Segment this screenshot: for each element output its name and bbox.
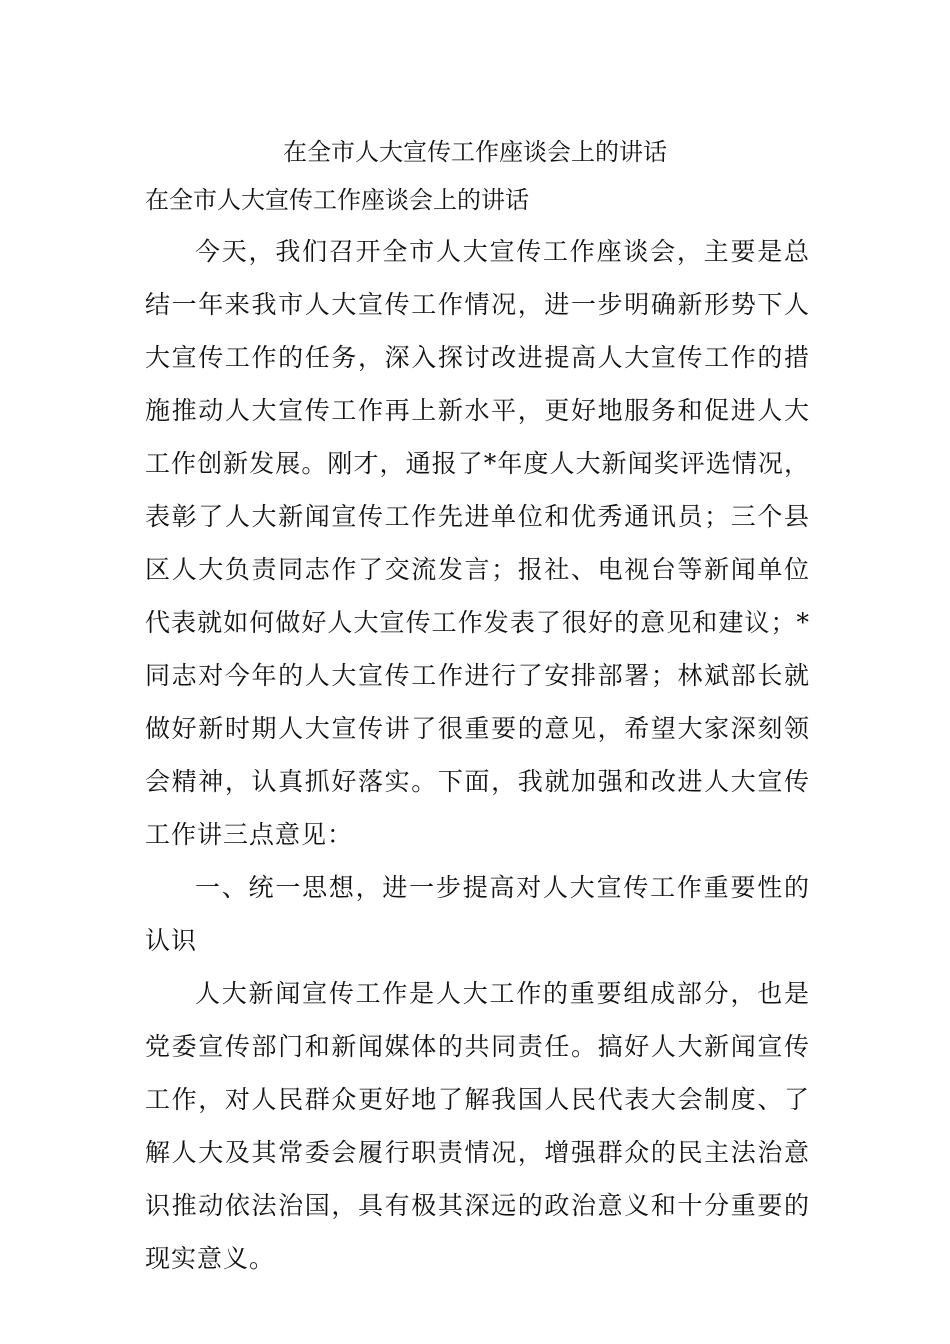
document-body bbox=[145, 225, 810, 1285]
paragraph-section-1: 人大新闻宣传工作是人大工作的重要组成部分，也是党委宣传部门和新闻媒体的共同责任。搞好人大新闻宣传工作，对人民群众更好地了解我国人民代表大会制度、了解人大及其常委会履行职责情况，增强群众的民主法治意识推动依法治国，具有极其深远的政治意义和十分重要的现实意义。 bbox=[145, 979, 810, 1273]
document-subtitle: 在全市人大宣传工作座谈会上的讲话 bbox=[145, 186, 529, 214]
document-title: 在全市人大宣传工作座谈会上的讲话 bbox=[283, 138, 667, 166]
paragraph-intro: 今天，我们召开全市人大宣传工作座谈会，主要是总结一年来我市人大宣传工作情况，进一步明确新形势下人大宣传工作的任务，深入探讨改进提高人大宣传工作的措施推动人大宣传工作再上新水平，更好地服务和促进人大工作创新发展。刚才，通报了*年度人大新闻奖评选情况，表彰了人大新闻宣传工作先进单位和优秀通讯员；三个县区人大负责同志作了交流发言；报社、电视台等新闻单位代表就如何做好人大宣传工作发表了很好的意见和建议；*同志对今年的人大宣传工作进行了安排部署；林斌部长就做好新时期人大宣传讲了很重要的意见，希望大家深刻领会精神，认真抓好落实。下面，我就加强和改进人大宣传工作讲三点意见： bbox=[145, 237, 810, 849]
section-heading-1: 一、统一思想，进一步提高对人大宣传工作重要性的认识 bbox=[145, 873, 810, 955]
